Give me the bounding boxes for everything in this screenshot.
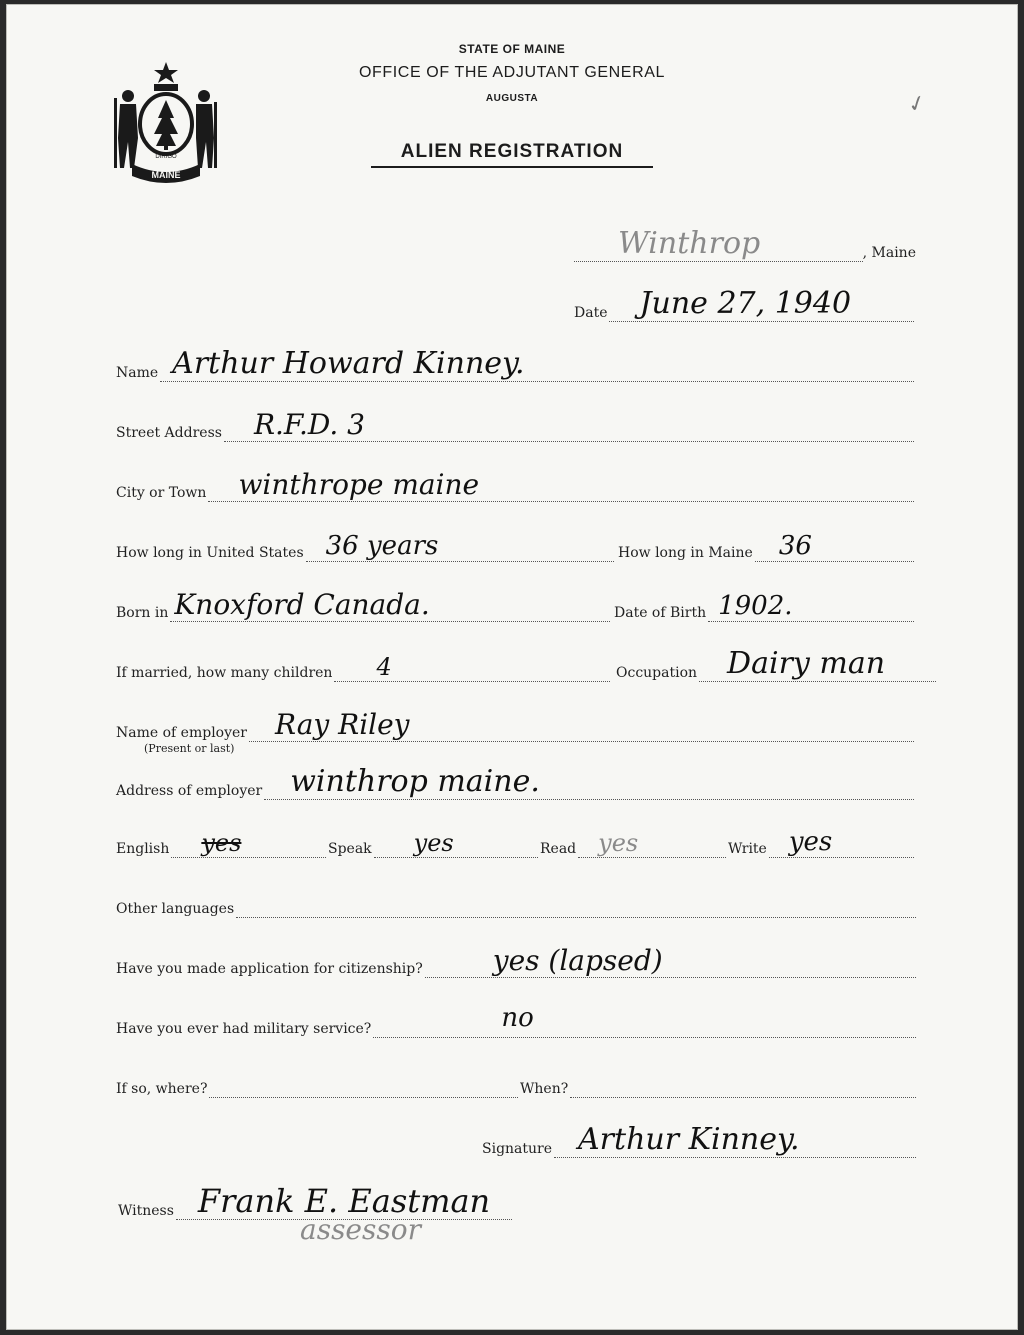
name-value: Arthur Howard Kinney. <box>172 346 525 381</box>
svg-text:DIRIGO: DIRIGO <box>155 154 177 160</box>
check-mark-icon: ✓ <box>904 89 930 120</box>
header-city: AUGUSTA <box>485 93 539 104</box>
employer-address-field <box>116 764 914 800</box>
where-line <box>209 1075 518 1098</box>
born-in-field <box>116 588 610 622</box>
years-maine-field <box>618 531 914 562</box>
military-value: no <box>501 1003 534 1033</box>
english-value: yes <box>201 829 242 857</box>
town-field <box>574 226 916 262</box>
years-maine-value: 36 <box>778 531 812 561</box>
born-in-value: Knoxford Canada. <box>174 588 430 621</box>
signature-line <box>554 1122 916 1158</box>
when-label: When? <box>520 1081 569 1097</box>
street-address-line <box>224 408 914 442</box>
street-address-field <box>116 408 914 442</box>
citizenship-line <box>425 944 916 978</box>
date-field <box>574 286 914 322</box>
date-label: Date <box>574 305 608 321</box>
occupation-field <box>616 646 936 682</box>
signature-value: Arthur Kinney. <box>578 1122 800 1157</box>
city-field <box>116 468 914 502</box>
english-line <box>171 829 326 858</box>
header-state: STATE OF MAINE <box>458 42 566 56</box>
write-field <box>728 827 914 858</box>
speak-label: Speak <box>328 841 372 857</box>
street-address-value: R.F.D. 3 <box>253 408 365 441</box>
military-label: Have you ever had military service? <box>116 1021 372 1037</box>
citizenship-value: yes (lapsed) <box>492 944 663 977</box>
city-line <box>208 468 914 502</box>
street-address-label: Street Address <box>116 425 222 441</box>
read-value: yes <box>598 829 639 857</box>
read-line <box>578 829 726 858</box>
years-us-label: How long in United States <box>116 545 304 561</box>
years-us-line <box>306 531 614 562</box>
write-label: Write <box>728 841 767 857</box>
where-field <box>116 1076 518 1098</box>
write-value: yes <box>788 827 833 857</box>
other-languages-field <box>116 896 916 918</box>
signature-label: Signature <box>482 1141 553 1157</box>
birth-date-field <box>614 591 914 622</box>
employer-name-sublabel: (Present or last) <box>144 742 235 755</box>
date-value: June 27, 1940 <box>639 286 852 321</box>
when-line <box>570 1075 916 1098</box>
svg-text:MAINE: MAINE <box>151 170 181 180</box>
birth-date-label: Date of Birth <box>614 605 707 621</box>
title-underline <box>371 166 653 168</box>
citizenship-field <box>116 944 916 978</box>
birth-date-line <box>708 591 914 622</box>
born-in-line <box>170 588 610 622</box>
witness-value: Frank E. Eastman <box>197 1182 491 1220</box>
city-value: winthrope maine <box>238 468 480 501</box>
header-office: OFFICE OF THE ADJUTANT GENERAL <box>358 64 666 81</box>
employer-address-value: winthrop maine. <box>290 764 540 799</box>
speak-field <box>328 829 538 858</box>
employer-name-field <box>116 708 914 755</box>
english-label: English <box>116 841 170 857</box>
witness-label: Witness <box>118 1203 174 1219</box>
name-field <box>116 346 914 382</box>
date-line <box>609 286 914 322</box>
years-maine-label: How long in Maine <box>618 545 753 561</box>
years-us-value: 36 years <box>325 531 439 561</box>
employer-address-line <box>264 764 914 800</box>
speak-value: yes <box>413 829 454 857</box>
employer-name-value: Ray Riley <box>274 708 410 741</box>
children-label: If married, how many children <box>116 665 333 681</box>
read-label: Read <box>540 841 577 857</box>
military-line <box>373 1003 916 1038</box>
occupation-label: Occupation <box>616 665 698 681</box>
years-maine-line <box>755 531 914 562</box>
employer-name-line <box>249 708 914 742</box>
children-line <box>334 653 610 682</box>
write-line <box>769 827 914 858</box>
birth-date-value: 1902. <box>718 591 793 621</box>
employer-address-label: Address of employer <box>116 783 263 799</box>
military-field <box>116 1003 916 1038</box>
other-languages-label: Other languages <box>116 901 235 917</box>
read-field <box>540 829 726 858</box>
form-title: ALIEN REGISTRATION <box>400 141 624 162</box>
name-line <box>160 346 914 382</box>
english-field <box>116 829 326 858</box>
children-field <box>116 653 610 682</box>
employer-name-label: Name of employer <box>116 725 247 741</box>
speak-line <box>374 829 538 858</box>
children-value: 4 <box>376 653 392 681</box>
town-value: Winthrop <box>618 226 761 261</box>
where-label: If so, where? <box>116 1081 208 1097</box>
city-label: City or Town <box>116 485 207 501</box>
other-languages-line <box>236 895 916 918</box>
citizenship-label: Have you made application for citizenship? <box>116 961 423 977</box>
occupation-value: Dairy man <box>727 646 886 681</box>
town-line <box>574 226 863 262</box>
signature-field <box>482 1122 916 1158</box>
years-us-field <box>116 531 614 562</box>
name-label: Name <box>116 365 159 381</box>
occupation-line <box>699 646 936 682</box>
when-field <box>520 1076 916 1098</box>
born-in-label: Born in <box>116 605 169 621</box>
town-suffix: , Maine <box>862 245 916 261</box>
witness-title: assessor <box>300 1213 421 1246</box>
